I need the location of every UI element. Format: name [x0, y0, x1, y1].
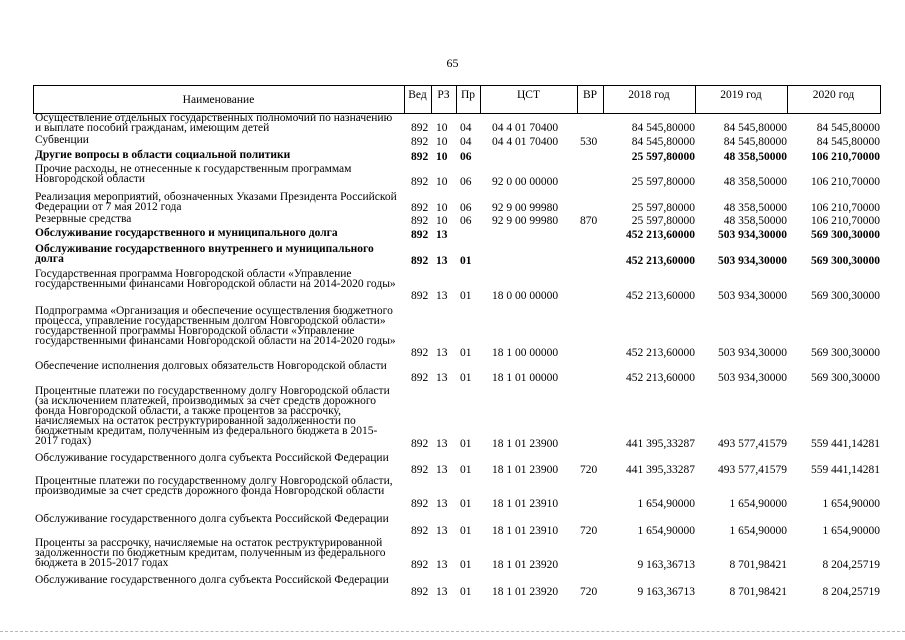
- row-rz: 10: [436, 136, 448, 148]
- row-cst: 92 9 00 99980: [492, 215, 559, 227]
- row-2020: 106 210,70000: [811, 176, 880, 188]
- row-pr: 06: [460, 176, 472, 188]
- row-ved: 892: [411, 372, 429, 384]
- row-ved: 892: [411, 151, 429, 163]
- row-cst: 18 1 01 00000: [492, 372, 559, 384]
- row-name: Другие вопросы в области социальной политики: [35, 149, 291, 161]
- header-rz: РЗ: [437, 89, 450, 101]
- row-pr: 01: [460, 290, 472, 302]
- row-2020: 8 204,25719: [822, 559, 880, 571]
- row-2019: 1 654,90000: [729, 498, 787, 510]
- row-vr: 870: [580, 215, 598, 227]
- row-2018: 84 545,80000: [631, 122, 695, 134]
- row-2019: 503 934,30000: [718, 229, 787, 241]
- table-row: [0, 214, 905, 226]
- row-2019: 503 934,30000: [718, 372, 787, 384]
- row-pr: 01: [460, 586, 472, 598]
- row-2020: 106 210,70000: [811, 215, 880, 227]
- table-row: [0, 361, 905, 383]
- row-pr: 06: [460, 151, 472, 163]
- row-2020: 1 654,90000: [822, 498, 880, 510]
- row-2019: 48 358,50000: [723, 151, 787, 163]
- table-row: [0, 228, 905, 240]
- row-pr: 04: [460, 136, 472, 148]
- header-ved: Вед: [408, 89, 427, 101]
- header-2018: 2018 год: [628, 89, 670, 101]
- row-2018: 1 654,90000: [637, 498, 695, 510]
- row-2020: 84 545,80000: [816, 136, 880, 148]
- row-2019: 503 934,30000: [718, 255, 787, 267]
- row-cst: 18 0 00 00000: [492, 290, 559, 302]
- row-rz: 10: [436, 176, 448, 188]
- row-rz: 10: [436, 122, 448, 134]
- row-name: Государственная программа Новгородской области «Управление государственными финансами Новгородской области на 2014-2020 годы»: [35, 268, 396, 290]
- page-number: 65: [446, 56, 459, 70]
- row-pr: 01: [460, 255, 472, 267]
- row-name: Резервные средства: [35, 213, 132, 225]
- row-2020: 106 210,70000: [811, 202, 880, 214]
- row-2018: 452 213,60000: [626, 229, 695, 241]
- row-2018: 452 213,60000: [626, 290, 695, 302]
- row-cst: 18 1 01 23920: [492, 559, 559, 571]
- row-rz: 13: [436, 464, 448, 476]
- row-ved: 892: [411, 586, 429, 598]
- row-ved: 892: [411, 122, 429, 134]
- row-rz: 10: [436, 202, 448, 214]
- row-rz: 13: [436, 559, 448, 571]
- row-2019: 84 545,80000: [723, 136, 787, 148]
- row-name: Прочие расходы, не отнесенные к государственным программам Новгородской области: [35, 163, 352, 185]
- row-2019: 48 358,50000: [723, 215, 787, 227]
- row-cst: 18 1 00 00000: [492, 347, 559, 359]
- row-vr: 720: [580, 525, 598, 537]
- table-row: [0, 192, 905, 213]
- table-row: [0, 164, 905, 187]
- row-ved: 892: [411, 290, 429, 302]
- row-2020: 84 545,80000: [816, 122, 880, 134]
- row-2020: 569 300,30000: [811, 255, 880, 267]
- row-name: Обслуживание государственного долга субъекта Российской Федерации: [35, 574, 389, 586]
- page-edge-scan-artifact: [0, 631, 905, 636]
- row-cst: 92 0 00 00000: [492, 176, 559, 188]
- header-2019: 2019 год: [720, 89, 762, 101]
- row-2018: 25 597,80000: [631, 202, 695, 214]
- row-name: Обслуживание государственного долга субъекта Российской Федерации: [35, 513, 389, 525]
- row-name: Осуществление отдельных государственных полномочий по назначению и выплате пособий гражданам, имеющим детей: [35, 112, 393, 134]
- row-2019: 493 577,41579: [718, 438, 787, 450]
- row-pr: 01: [460, 464, 472, 476]
- row-rz: 13: [436, 498, 448, 510]
- table-row: [0, 538, 905, 570]
- row-cst: 92 9 00 99980: [492, 202, 559, 214]
- row-cst: 04 4 01 70400: [492, 136, 559, 148]
- row-2020: 8 204,25719: [822, 586, 880, 598]
- row-2019: 84 545,80000: [723, 122, 787, 134]
- row-name: Проценты за рассрочку, начисляемые на остаток реструктурированной задолженности по бюджетным кредитам, полученным из федерального бюджета в 2015-2017 годах: [35, 537, 386, 569]
- row-2019: 493 577,41579: [718, 464, 787, 476]
- row-2019: 8 701,98421: [729, 559, 787, 571]
- row-pr: 01: [460, 372, 472, 384]
- row-2018: 84 545,80000: [631, 136, 695, 148]
- row-2019: 503 934,30000: [718, 290, 787, 302]
- header-name: Наименование: [182, 94, 255, 106]
- header-cst: ЦСТ: [517, 89, 540, 101]
- row-cst: 18 1 01 23920: [492, 586, 559, 598]
- row-name: Процентные платежи по государственному долгу Новгородской области, производимые за счет средств дорожного фонда Новгородской области: [35, 475, 393, 497]
- table-row: [0, 269, 905, 301]
- row-rz: 13: [436, 438, 448, 450]
- row-2020: 569 300,30000: [811, 347, 880, 359]
- row-2018: 25 597,80000: [631, 215, 695, 227]
- col-rule: [880, 85, 881, 114]
- row-pr: 04: [460, 122, 472, 134]
- row-ved: 892: [411, 464, 429, 476]
- row-pr: 06: [460, 202, 472, 214]
- row-pr: 01: [460, 347, 472, 359]
- row-rz: 13: [436, 229, 448, 241]
- row-ved: 892: [411, 215, 429, 227]
- row-rz: 13: [436, 586, 448, 598]
- row-pr: 01: [460, 438, 472, 450]
- row-rz: 10: [436, 151, 448, 163]
- row-2019: 503 934,30000: [718, 347, 787, 359]
- table-row: [0, 514, 905, 536]
- row-2020: 569 300,30000: [811, 372, 880, 384]
- table-row: [0, 244, 905, 266]
- row-2018: 452 213,60000: [626, 372, 695, 384]
- row-pr: 01: [460, 525, 472, 537]
- row-name: Обслуживание государственного и муниципального долга: [35, 227, 338, 239]
- row-ved: 892: [411, 229, 429, 241]
- row-ved: 892: [411, 136, 429, 148]
- row-name: Процентные платежи по государственному долгу Новгородской области (за исключением платежей, производимых за счет средств дорожного фонда Новгородской области, а также процентов за рассрочку, начисляемых на остаток реструктурированной задолженности по бюджетным кредитам, полученным из федерального бюджета в 2015-2017 годах): [35, 385, 390, 447]
- row-name: Подпрограмма «Организация и обеспечение осуществления бюджетного процесса, управление государственным долгом Новгородской области» государственной программы Новгородской области «Управление государственными финансами Новгородской области на 2014-2020 годы»: [35, 305, 396, 347]
- row-ved: 892: [411, 525, 429, 537]
- row-name: Реализация мероприятий, обозначенных Указами Президента Российской Федерации от 7 мая 2012 года: [35, 191, 397, 213]
- header-top-rule: [33, 85, 881, 86]
- row-ved: 892: [411, 559, 429, 571]
- header-2020: 2020 год: [812, 89, 855, 101]
- table-row: [0, 150, 905, 162]
- row-2019: 48 358,50000: [723, 176, 787, 188]
- row-2020: 1 654,90000: [822, 525, 880, 537]
- row-2018: 9 163,36713: [637, 586, 695, 598]
- row-name: Обслуживание государственного долга субъекта Российской Федерации: [35, 452, 389, 464]
- row-2020: 559 441,14281: [811, 438, 880, 450]
- row-cst: 04 4 01 70400: [492, 122, 559, 134]
- row-ved: 892: [411, 347, 429, 359]
- row-2018: 25 597,80000: [631, 176, 695, 188]
- table-row: [0, 306, 905, 358]
- row-2020: 569 300,30000: [811, 290, 880, 302]
- row-vr: 530: [580, 136, 598, 148]
- row-rz: 13: [436, 255, 448, 267]
- row-2019: 48 358,50000: [723, 202, 787, 214]
- row-2020: 106 210,70000: [811, 151, 880, 163]
- row-pr: 01: [460, 498, 472, 510]
- row-2018: 452 213,60000: [626, 255, 695, 267]
- row-vr: 720: [580, 586, 598, 598]
- row-2018: 1 654,90000: [637, 525, 695, 537]
- row-ved: 892: [411, 498, 429, 510]
- row-2018: 9 163,36713: [637, 559, 695, 571]
- row-name: Субвенции: [35, 134, 89, 146]
- row-2019: 8 701,98421: [729, 586, 787, 598]
- header-vr: ВР: [582, 89, 598, 101]
- row-ved: 892: [411, 202, 429, 214]
- row-cst: 18 1 01 23910: [492, 525, 559, 537]
- table-row: [0, 575, 905, 597]
- row-ved: 892: [411, 438, 429, 450]
- row-2018: 441 395,33287: [626, 438, 695, 450]
- row-rz: 13: [436, 290, 448, 302]
- header-pr: Пр: [460, 89, 476, 101]
- row-rz: 13: [436, 347, 448, 359]
- row-2018: 25 597,80000: [631, 151, 695, 163]
- row-rz: 13: [436, 372, 448, 384]
- row-2020: 559 441,14281: [811, 464, 880, 476]
- row-2020: 569 300,30000: [811, 229, 880, 241]
- row-cst: 18 1 01 23900: [492, 438, 559, 450]
- row-name: Обеспечение исполнения долговых обязательств Новгородской области: [35, 360, 387, 372]
- row-ved: 892: [411, 176, 429, 188]
- row-2019: 1 654,90000: [729, 525, 787, 537]
- table-row: [0, 476, 905, 509]
- row-ved: 892: [411, 255, 429, 267]
- row-name: Обслуживание государственного внутреннего и муниципального долга: [35, 243, 374, 265]
- table-row: [0, 453, 905, 475]
- table-row: [0, 386, 905, 449]
- row-pr: 01: [460, 559, 472, 571]
- row-vr: 720: [580, 464, 598, 476]
- row-rz: 10: [436, 215, 448, 227]
- row-rz: 13: [436, 525, 448, 537]
- table-row: [0, 135, 905, 147]
- row-2018: 452 213,60000: [626, 347, 695, 359]
- row-cst: 18 1 01 23910: [492, 498, 559, 510]
- table-row: [0, 113, 905, 133]
- row-cst: 18 1 01 23900: [492, 464, 559, 476]
- row-pr: 06: [460, 215, 472, 227]
- row-2018: 441 395,33287: [626, 464, 695, 476]
